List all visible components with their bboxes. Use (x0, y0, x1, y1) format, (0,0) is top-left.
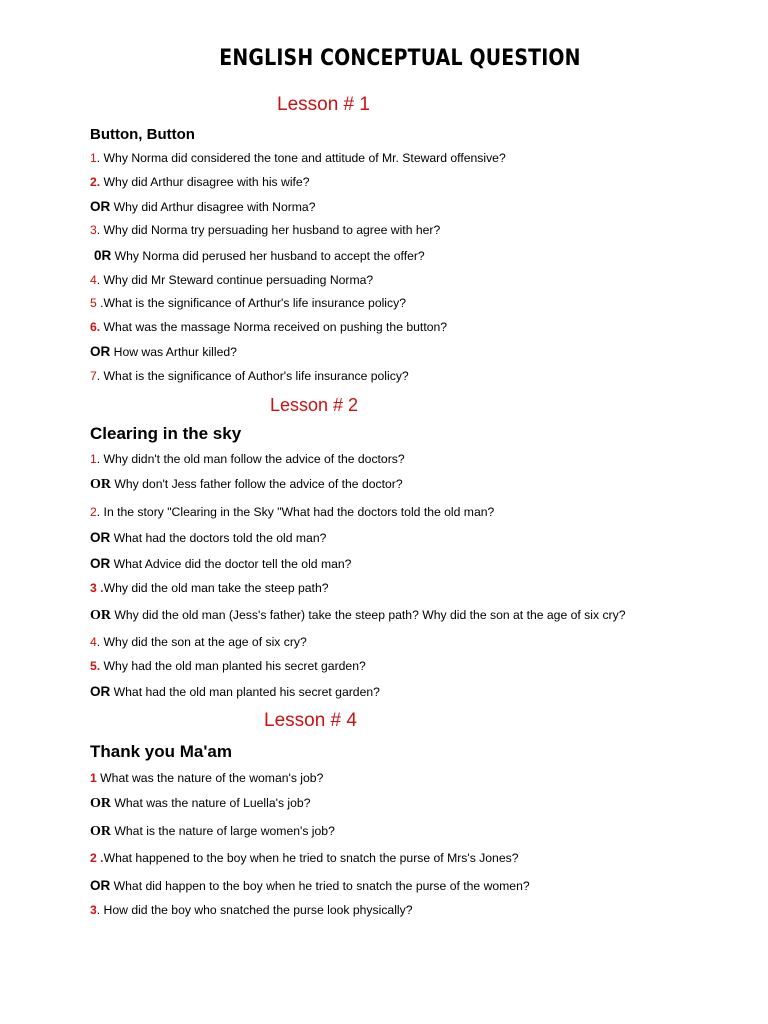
question-text: . Why did the son at the age of six cry? (96, 635, 307, 649)
question-alternative (90, 684, 380, 699)
or-label: 0R (94, 248, 112, 263)
or-label: OR (90, 684, 111, 699)
question-number: 1 (90, 452, 97, 466)
or-label: OR (90, 477, 111, 492)
question-item (90, 903, 412, 917)
story-title: Clearing in the sky (90, 424, 242, 443)
question-text: . Why Norma did considered the tone and attitude of Mr. Steward offensive? (96, 151, 506, 165)
question-alternative (90, 199, 316, 214)
question-item (90, 320, 447, 334)
question-item (90, 273, 373, 287)
question-number: 3 (90, 223, 97, 237)
or-label: OR (90, 796, 111, 811)
question-text: Why did the old man (Jess's father) take the steep path? Why did the son at the age of six cry? (111, 608, 626, 622)
or-label: OR (90, 556, 111, 571)
question-alternative (90, 344, 237, 359)
question-alternative (90, 556, 351, 571)
question-alternative (90, 824, 335, 840)
question-item (90, 223, 440, 237)
question-number: 3 . (90, 581, 104, 595)
question-text: What was the nature of Luella's job? (111, 796, 311, 810)
question-item (90, 296, 406, 310)
question-text: What had the old man planted his secret garden? (110, 685, 380, 699)
story-title: Thank you Ma'am (90, 742, 232, 761)
question-alternative (94, 248, 425, 263)
question-number: 3 (90, 903, 97, 917)
question-text: Why did the old man take the steep path? (103, 581, 329, 595)
question-item (90, 581, 329, 595)
question-text: What was the massage Norma received on pushing the button? (100, 320, 448, 334)
question-text: What is the nature of large women's job? (111, 824, 335, 838)
lesson-heading: Lesson # 1 (277, 94, 370, 115)
question-text: What Advice did the doctor tell the old man? (110, 557, 352, 571)
question-item (90, 175, 309, 189)
question-text: . Why didn't the old man follow the advice of the doctors? (96, 452, 405, 466)
question-text: . How did the boy who snatched the purse look physically? (96, 903, 413, 917)
question-text: What had the doctors told the old man? (110, 531, 327, 545)
or-label: OR (90, 344, 111, 359)
question-alternative (90, 530, 326, 545)
lesson-heading: Lesson # 4 (264, 710, 357, 731)
question-alternative (90, 477, 403, 493)
question-text: . In the story "Clearing in the Sky "What had the doctors told the old man? (96, 505, 495, 519)
question-text: Why did Arthur disagree with his wife? (100, 175, 310, 189)
or-label: OR (90, 608, 111, 623)
question-number: 6. (90, 320, 101, 334)
story-title: Button, Button (90, 126, 195, 143)
question-item (90, 635, 307, 649)
question-number: 5. (90, 659, 101, 673)
question-number: 4 (90, 635, 97, 649)
question-text: Why had the old man planted his secret garden? (100, 659, 366, 673)
question-number: 2 . (90, 851, 104, 865)
question-alternative (90, 878, 530, 893)
question-text: Why did Arthur disagree with Norma? (110, 200, 316, 214)
lesson-heading: Lesson # 2 (270, 395, 359, 415)
or-label: OR (90, 878, 111, 893)
question-text: How was Arthur killed? (110, 345, 237, 359)
question-item (90, 659, 366, 673)
page-title: ENGLISH CONCEPTUAL QUESTION (219, 46, 581, 71)
question-number: 5 (90, 296, 97, 310)
question-item (90, 452, 405, 466)
question-alternative (90, 796, 310, 812)
question-text: . What is the significance of Author's life insurance policy? (96, 369, 409, 383)
question-text: Why Norma did perused her husband to accept the offer? (111, 249, 425, 263)
or-label: OR (90, 530, 111, 545)
or-label: OR (90, 824, 111, 839)
question-alternative (90, 608, 625, 624)
question-text: What was the nature of the woman's job? (96, 771, 324, 785)
question-text: What did happen to the boy when he tried to snatch the purse of the women? (110, 879, 530, 893)
question-item (90, 771, 323, 785)
question-number: 4 (90, 273, 97, 287)
question-number: 1 (90, 151, 97, 165)
question-number: 2 (90, 505, 97, 519)
or-label: OR (90, 199, 111, 214)
question-text: Why don't Jess father follow the advice of the doctor? (111, 477, 403, 491)
question-text: .What is the significance of Arthur's life insurance policy? (96, 296, 406, 310)
question-item (90, 851, 519, 865)
question-text: . Why did Norma try persuading her husband to agree with her? (96, 223, 441, 237)
question-number: 1 (90, 771, 97, 785)
question-text: What happened to the boy when he tried to snatch the purse of Mrs's Jones? (103, 851, 519, 865)
question-item (90, 505, 494, 519)
question-item (90, 151, 506, 165)
question-number: 7 (90, 369, 97, 383)
question-text: . Why did Mr Steward continue persuading Norma? (96, 273, 374, 287)
question-number: 2. (90, 175, 101, 189)
question-item (90, 369, 409, 383)
